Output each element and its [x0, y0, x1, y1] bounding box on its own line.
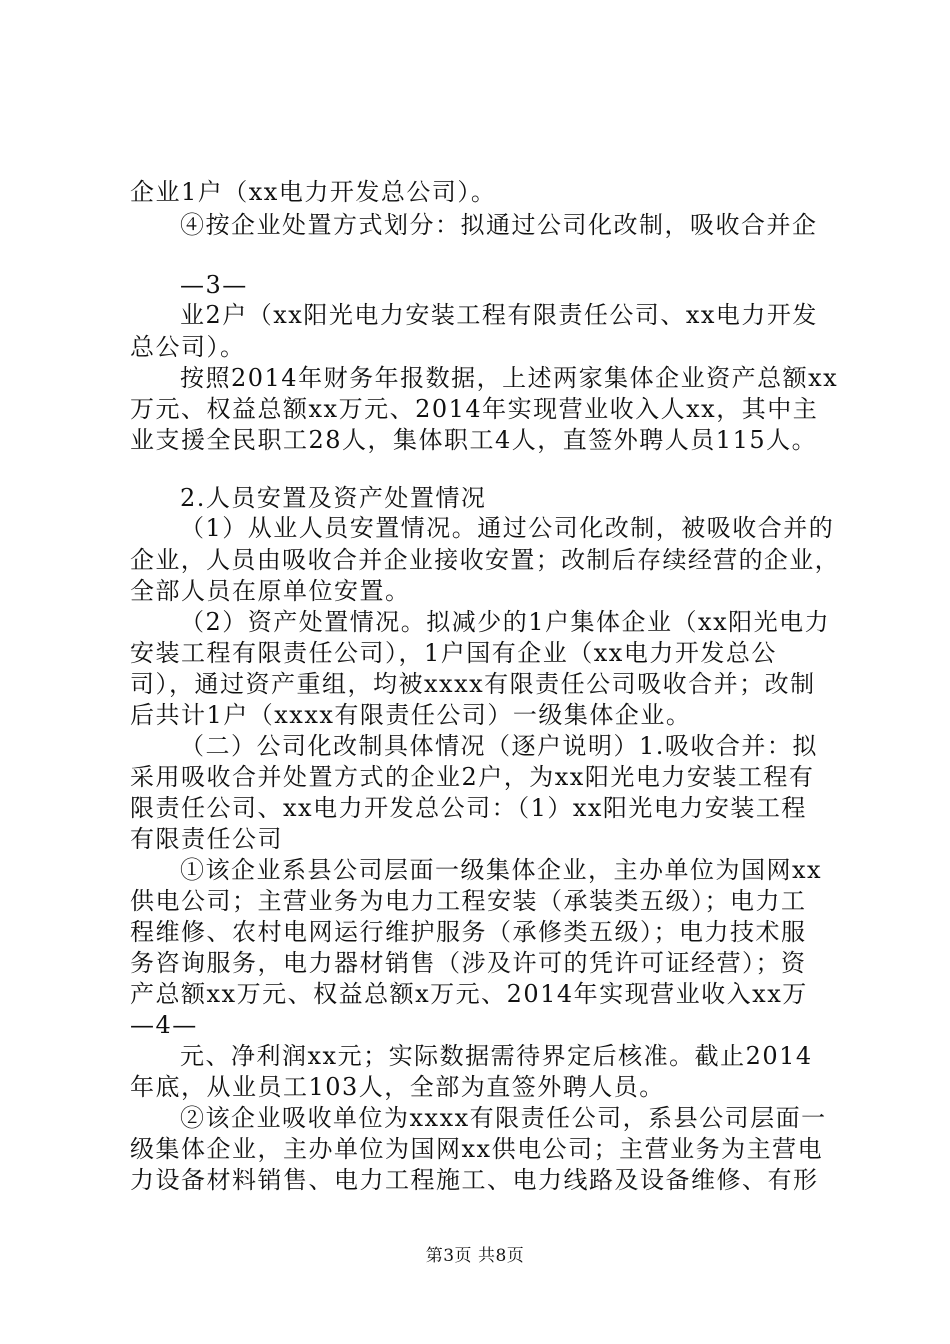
text-line: 元、净利润xx元；实际数据需待界定后核准。截止2014: [180, 1042, 813, 1070]
page-footer: 第3页 共8页: [425, 1246, 525, 1266]
text-line: ②该企业吸收单位为xxxx有限责任公司，系县公司层面一: [180, 1104, 827, 1132]
text-line: （2）资产处置情况。拟减少的1户集体企业（xx阳光电力: [180, 608, 831, 636]
page-marker: —3—: [180, 271, 248, 299]
text-line: 有限责任公司: [130, 825, 283, 853]
text-line: ①该企业系县公司层面一级集体企业，主办单位为国网xx: [180, 856, 823, 884]
text-line: 产总额xx万元、权益总额x万元、2014年实现营业收入xx万: [130, 980, 808, 1008]
text-line: 力设备材料销售、电力工程施工、电力线路及设备维修、有形: [130, 1166, 819, 1194]
text-line: 务咨询服务，电力器材销售（涉及许可的凭许可证经营）；资: [130, 949, 807, 977]
text-line: 程维修、农村电网运行维护服务（承修类五级）；电力技术服: [130, 918, 807, 946]
text-line: 企业，人员由吸收合并企业接收安置；改制后存续经营的企业，: [130, 546, 840, 574]
text-line: 企业1户（xx电力开发总公司）。: [130, 178, 497, 206]
text-line: 司），通过资产重组，均被xxxx有限责任公司吸收合并；改制: [130, 670, 816, 698]
page-marker: —4—: [130, 1011, 198, 1039]
text-line: 后共计1户（xxxx有限责任公司）一级集体企业。: [130, 701, 692, 729]
text-line: 安装工程有限责任公司），1户国有企业（xx电力开发总公: [130, 639, 777, 667]
text-line: 供电公司；主营业务为电力工程安装（承装类五级）；电力工: [130, 887, 807, 915]
text-line: ④按企业处置方式划分：拟通过公司化改制，吸收合并企: [180, 211, 818, 239]
text-line: 限责任公司、xx电力开发总公司：（1）xx阳光电力安装工程: [130, 794, 807, 822]
text-line: 总公司）。: [130, 333, 246, 361]
text-line: 业2户（xx阳光电力安装工程有限责任公司、xx电力开发: [180, 301, 818, 329]
text-line: （1）从业人员安置情况。通过公司化改制，被吸收合并的: [180, 514, 835, 542]
text-line: 按照2014年财务年报数据，上述两家集体企业资产总额xx: [180, 364, 839, 392]
text-line: 业支援全民职工28人，集体职工4人，直签外聘人员115人。: [130, 426, 818, 454]
text-line: 万元、权益总额xx万元、2014年实现营业收入人xx，其中主: [130, 395, 819, 423]
text-line: 全部人员在原单位安置。: [130, 577, 411, 605]
text-line: 采用吸收合并处置方式的企业2户，为xx阳光电力安装工程有: [130, 763, 815, 791]
text-line: 级集体企业，主办单位为国网xx供电公司；主营业务为主营电: [130, 1135, 824, 1163]
text-line: （二）公司化改制具体情况（逐户说明）1.吸收合并：拟: [180, 732, 818, 760]
section-heading: 2.人员安置及资产处置情况: [180, 484, 487, 512]
text-line: 年底，从业员工103人，全部为直签外聘人员。: [130, 1073, 665, 1101]
